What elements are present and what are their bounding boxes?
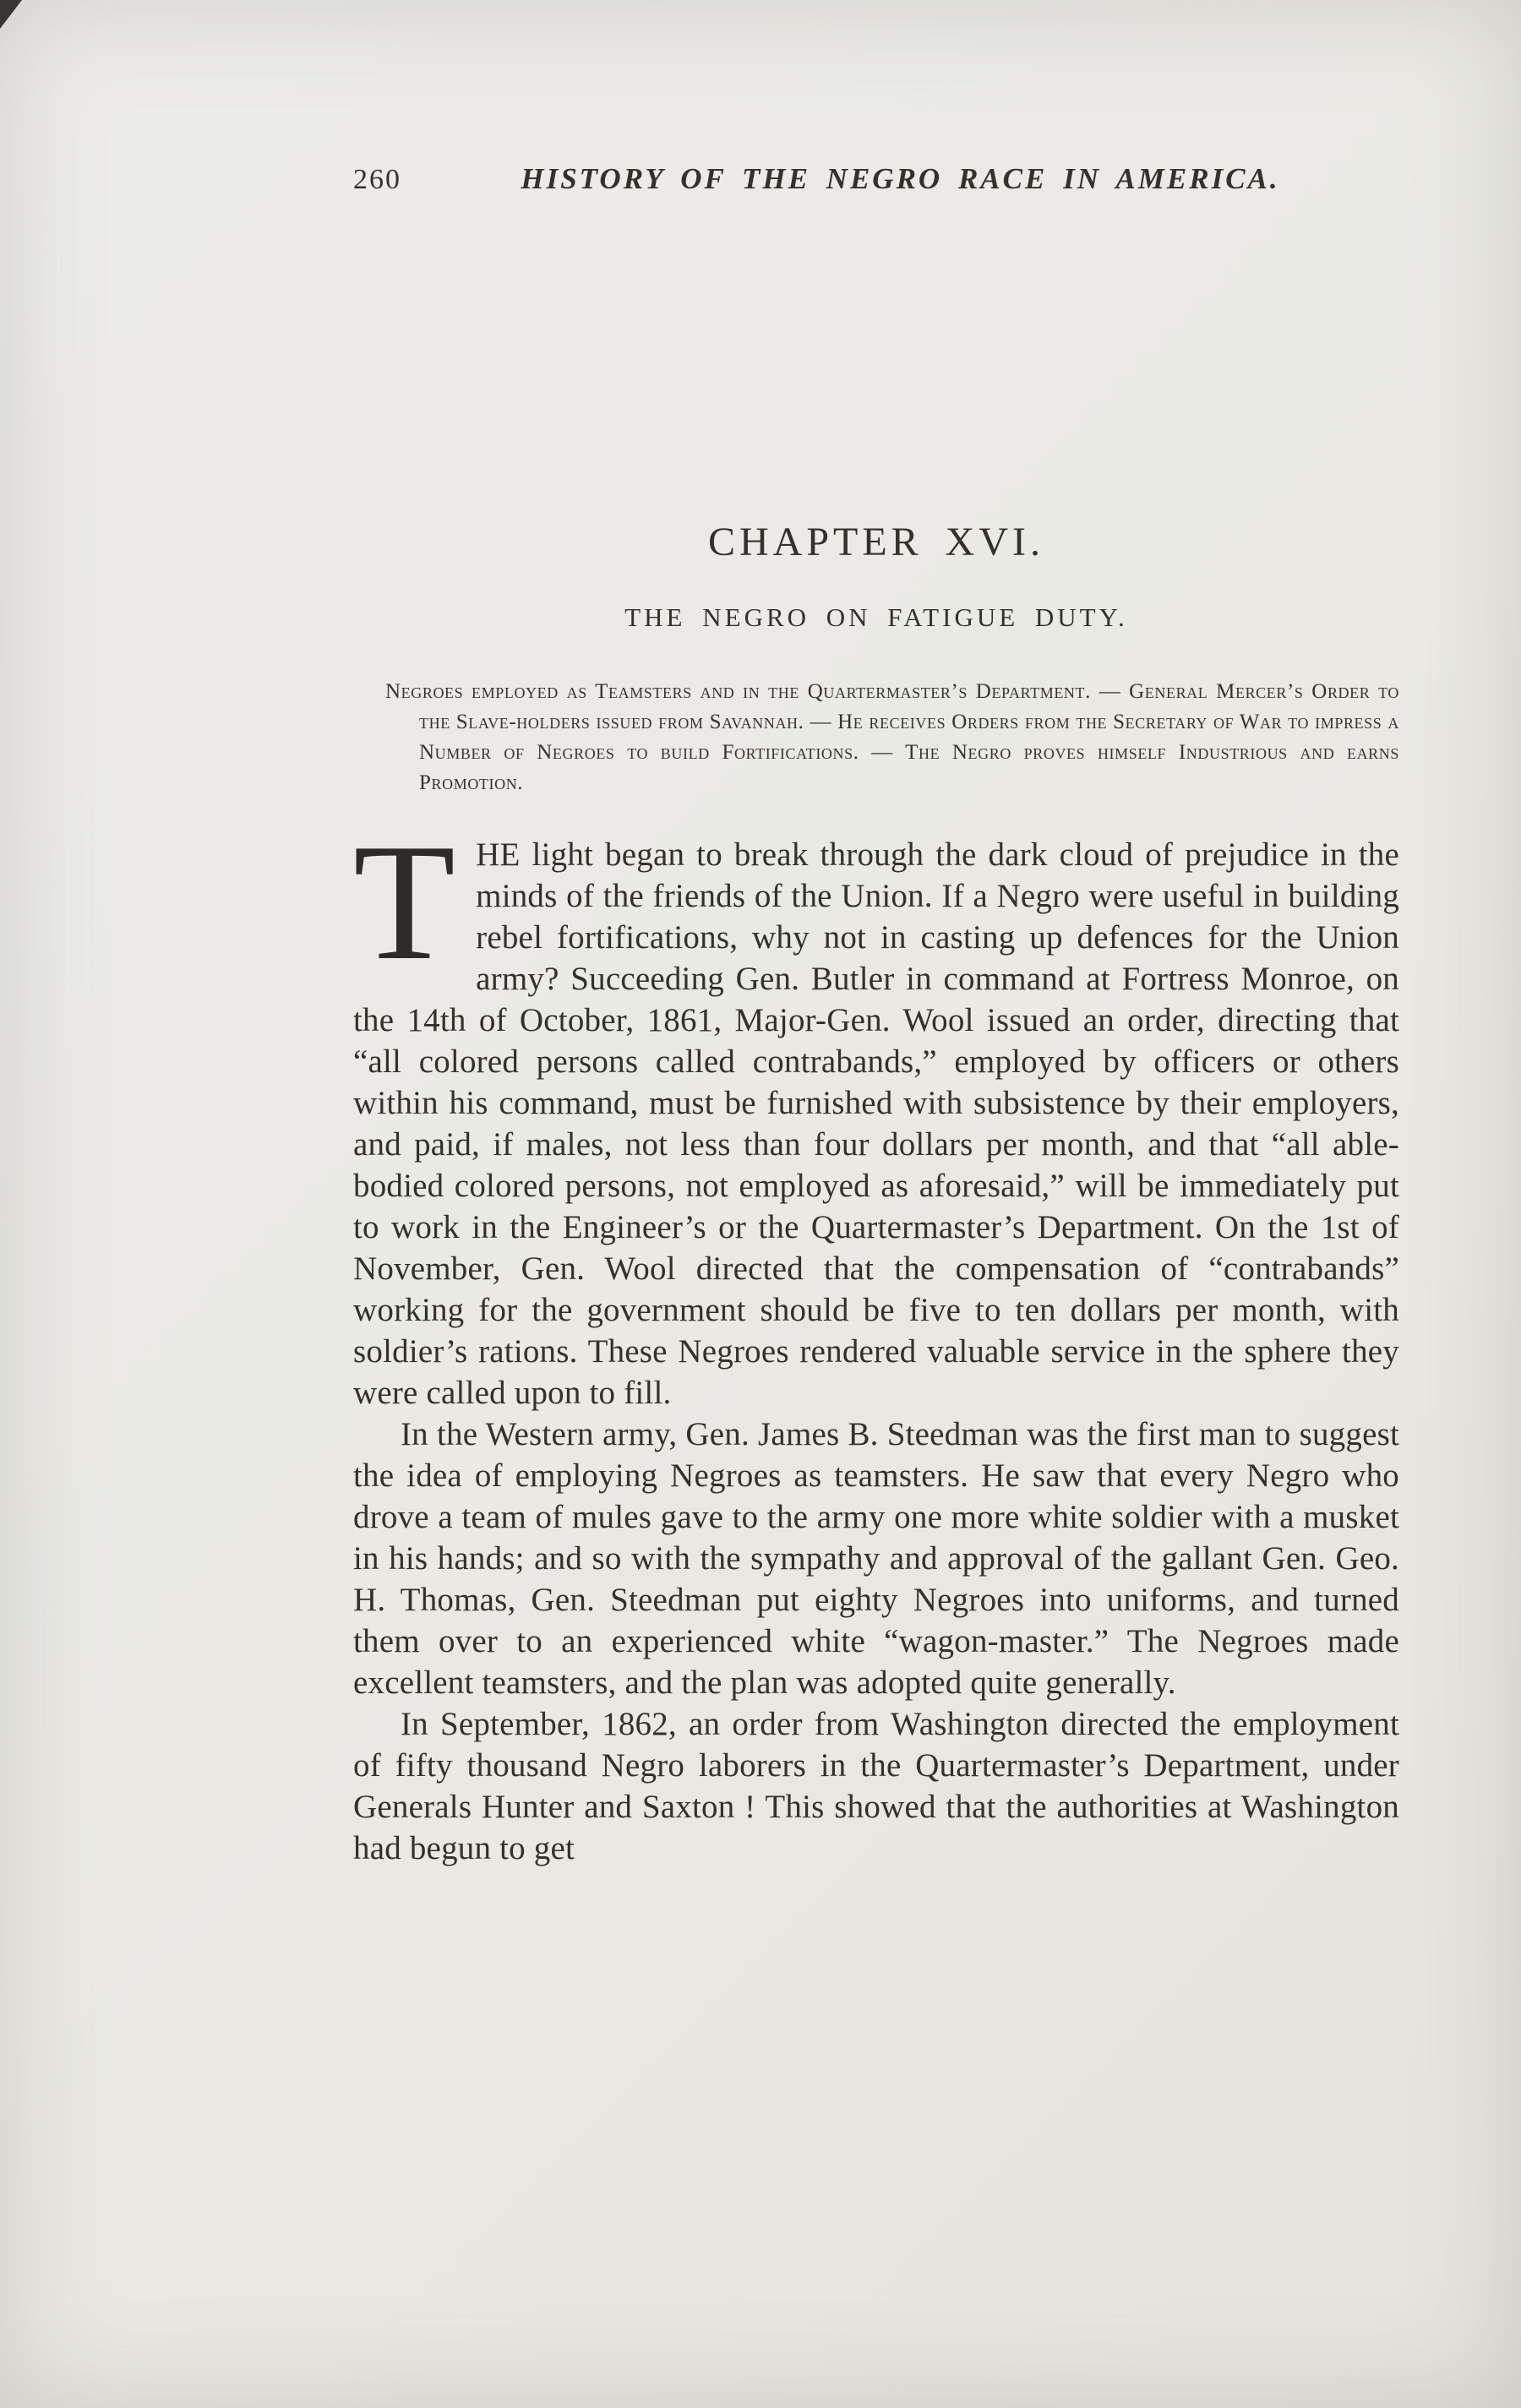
paragraph-2: In the Western army, Gen. James B. Steedman was the first man to suggest the idea of employing Negroes as teamsters. He saw that every Negro who drove a team of mules gave to the army one more white soldier with a musket in his hands; and so with the sympathy and approval of the gallant Gen. Geo. H. Thomas, Gen. Steedman put eighty Negroes into uniforms, and turned them over to an experienced white “wagon-master.” The Negroes made excellent teamsters, and the plan was adopted quite generally. bbox=[353, 1416, 1399, 1701]
drop-cap: T bbox=[353, 809, 456, 994]
chapter-subtitle: THE NEGRO ON FATIGUE DUTY. bbox=[624, 602, 1128, 632]
scan-corner-artifact bbox=[0, 0, 22, 29]
page-header bbox=[353, 162, 1399, 196]
running-title: HISTORY OF THE NEGRO RACE IN AMERICA. bbox=[521, 162, 1280, 195]
body-text bbox=[353, 809, 1399, 1869]
page-content bbox=[353, 162, 1399, 1869]
paragraph-1-text: HE light began to break through the dark cloud of prejudice in the minds of the friends of the Union. If a Negro were useful in building rebel fortifications, why not in casting up defences for the Union army? Succeeding Gen. Butler in command at Fortress Monroe, on the 14th of October, 1861, Major-Gen. Wool issued an order, directing that “all colored persons called contrabands,” employed by officers or others within his command, must be furnished with subsistence by their employers, and paid, if males, not less than four dollars per month, and that “all able-bodied colored persons, not employed as aforesaid,” will be immediately put to work in the Engineer’s or the Quartermaster’s Department. On the 1st of November, Gen. Wool directed that the compensation of “contrabands” working for the government should be five to ten dollars per month, with soldier’s rations. These Negroes rendered valuable service in the sphere they were called upon to fill. bbox=[353, 836, 1399, 1411]
page-number: 260 bbox=[353, 164, 401, 195]
paragraph-1 bbox=[353, 809, 1399, 1414]
chapter-heading: CHAPTER XVI. bbox=[707, 520, 1044, 564]
paragraph-3: In September, 1862, an order from Washington directed the employment of fifty thousand Negro laborers in the Quartermaster’s Department, under Generals Hunter and Saxton ! This showed that the authorities at Washington had begun to get bbox=[353, 1706, 1399, 1866]
chapter-synopsis: Negroes employed as Teamsters and in the Quartermaster’s Department. — General Mercer’s Order to the Slave-holders issued from Savannah. — He receives Orders from the Secretary of War to impress a Number of Negroes to build Fortifications. — The Negro proves himself Industrious and earns Promotion. bbox=[385, 680, 1399, 794]
